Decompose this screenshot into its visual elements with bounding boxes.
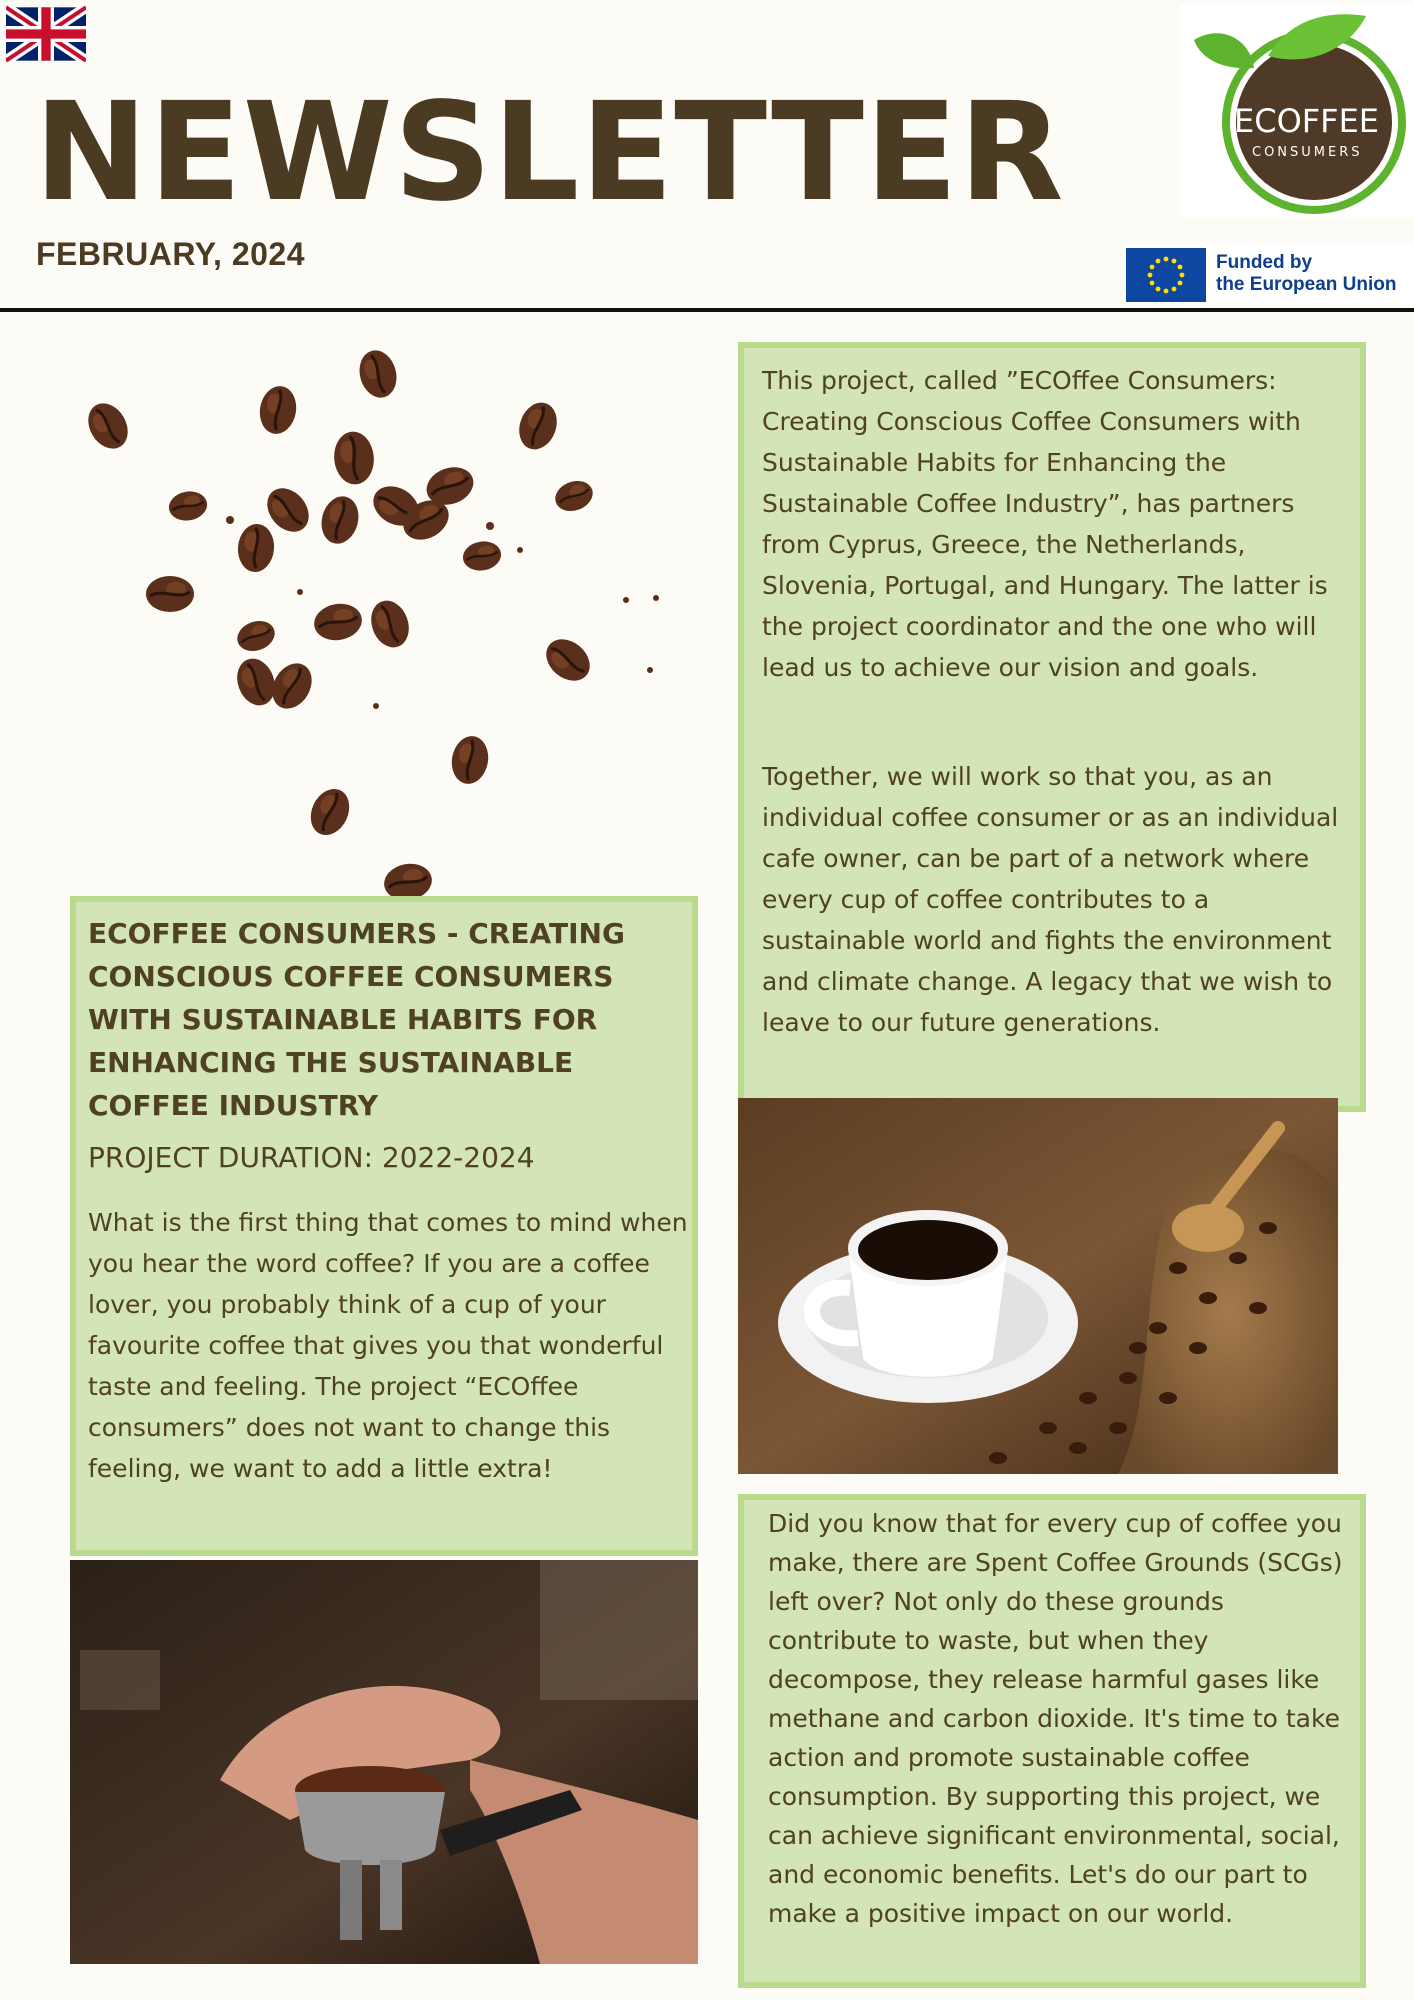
coffee-beans-image <box>70 330 710 900</box>
eu-flag-icon <box>1126 248 1206 302</box>
project-heading: ECOFFEE CONSUMERS - CREATING CONSCIOUS COFFEE CONSUMERS WITH SUSTAINABLE HABITS FOR ENHANCING THE SUSTAINABLE COFFEE INDUSTRY <box>88 917 625 1122</box>
uk-flag-icon[interactable] <box>6 4 86 64</box>
eu-funding-line2: the European Union <box>1216 274 1397 295</box>
coffee-cup-photo <box>738 1098 1338 1474</box>
logo-sub-text: CONSUMERS <box>1252 145 1363 160</box>
logo-brand-text: ECOFFEE <box>1234 102 1379 140</box>
project-intro-paragraph: What is the first thing that comes to mind when you hear the word coffee? If you are a coffee lover, you probably think of a cup of your favourite coffee that gives you that wonderful taste and feeling. The project “ECOffee consumers” does not want to change this feeling, we want to add a little extra! <box>88 1208 688 1483</box>
issue-date: FEBRUARY, 2024 <box>36 236 306 272</box>
project-duration: PROJECT DURATION: 2022-2024 <box>88 1141 535 1174</box>
newsletter-title: NEWSLETTER <box>34 74 1065 232</box>
barista-portafilter-photo <box>70 1560 698 1964</box>
project-partners-paragraph: This project, called ”ECOffee Consumers: Creating Conscious Coffee Consumers with Sustainable Habits for Enhancing the Sustainable Coffee Industry”, has partners from Cyprus, Greece, the Netherlands, Slovenia, Portugal, and Hungary. The latter is the project coordinator and the one who will lead us to achieve our vision and goals. <box>762 366 1328 682</box>
ecoffee-logo <box>1180 4 1414 218</box>
eu-funding-text <box>1216 252 1410 296</box>
eu-funding-line1: Funded by <box>1216 252 1313 273</box>
project-network-paragraph: Together, we will work so that you, as an individual coffee consumer or as an individual cafe owner, can be part of a network where every cup of coffee contributes to a sustainable world and fights the environment and climate change. A legacy that we wish to leave to our future generations. <box>762 762 1339 1037</box>
eu-funding-badge <box>1124 244 1414 304</box>
header-divider <box>0 308 1414 312</box>
spent-grounds-paragraph: Did you know that for every cup of coffee you make, there are Spent Coffee Grounds (SCGs) left over? Not only do these grounds contribute to waste, but when they decompose, they release harmful gases like methane and carbon dioxide. It's time to take action and promote sustainable coffee consumption. By supporting this project, we can achieve significant environmental, social, and economic benefits. Let's do our part to make a positive impact on our world. <box>768 1509 1343 1928</box>
